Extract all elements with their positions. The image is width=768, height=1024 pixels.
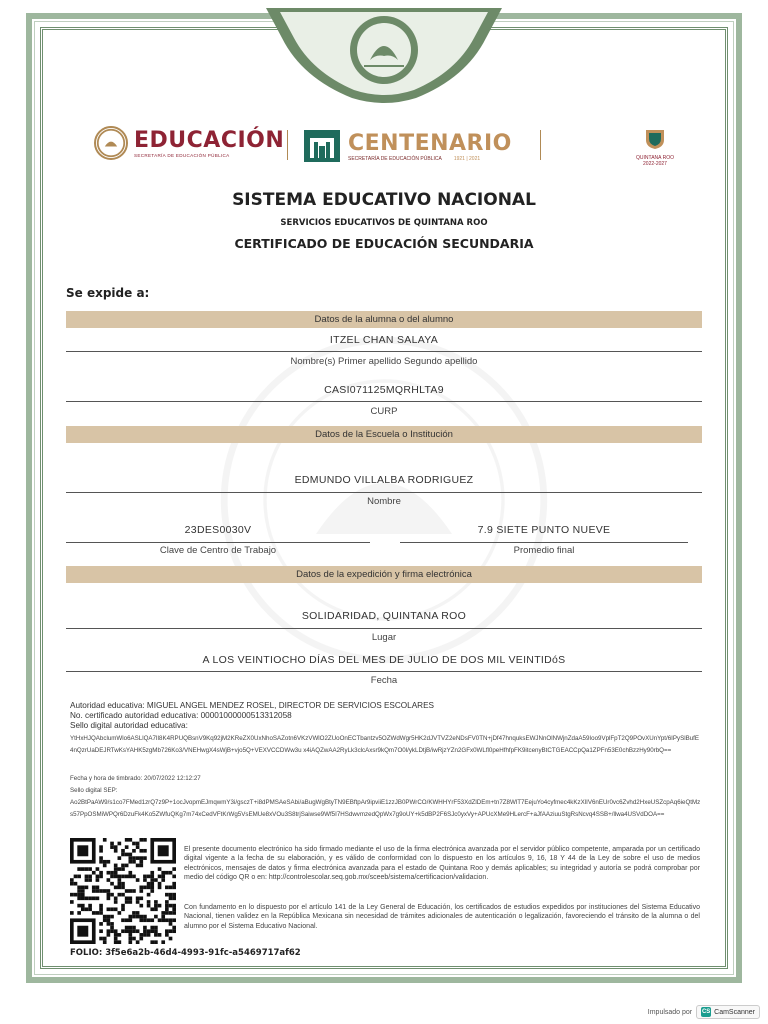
educacion-subtitle: SECRETARÍA DE EDUCACIÓN PÚBLICA (134, 153, 230, 158)
school-name: EDMUNDO VILLALBA RODRIGUEZ (294, 474, 474, 486)
logo-divider (287, 130, 288, 160)
certificate-title: CERTIFICADO DE EDUCACIÓN SECUNDARIA (234, 236, 534, 251)
student-curp: CASI071125MQRHLTA9 (324, 384, 444, 396)
authority-cert-number: No. certificado autoridad educativa: 00001000000513312058 (70, 711, 292, 720)
divider-line (66, 492, 702, 493)
issue-place: SOLIDARIDAD, QUINTANA ROO (301, 610, 467, 622)
folio: FOLIO: 3f5e6a2b-46d4-4993-91fc-a5469717af62 (70, 948, 301, 958)
document-titles (0, 190, 768, 251)
logo-row (94, 126, 674, 170)
school-cct-label: Clave de Centro de Trabajo (159, 545, 277, 556)
divider-line (66, 351, 702, 352)
state-shield-icon (644, 128, 666, 150)
logo-divider-2 (540, 130, 541, 160)
expide-label: Se expide a: (66, 286, 150, 300)
timestamp: Fecha y hora de timbrado: 20/07/2022 12:12:27 (70, 775, 201, 782)
school-cct: 23DES0030V (184, 524, 252, 536)
services-title: SERVICIOS EDUCATIVOS DE QUINTANA ROO (280, 218, 488, 228)
camscanner-name: CamScanner (714, 1008, 755, 1016)
school-name-label: Nombre (367, 496, 401, 507)
sep-seal-label: Sello digital SEP: (70, 787, 118, 794)
issue-section-header: Datos de la expedición y firma electrónica (66, 566, 702, 583)
educacion-title: EDUCACIÓN (134, 128, 285, 153)
authority-seal: YtHxHJQAbclumWlo6ASLlQA7lI8K4RPUQBsnV9Kq92jM2KReZX0UxNhoSAZotn6VKzVWlO2ZUoOnECTbantzv5OZWdWgr5HK2dJVTVZ2eNDsFV0TN+jDf47hnquksEWJNnOlNWjnZdaA59Ioo9VplFpT2Q9POvXUnYpt/6IPySlBufE4nQzrUaDEJRTwKsYAHK5zgMb726Ko3/VNEHwgX4sWjB+vjo5Q+VEXVCCDWw3u x4iAQZwAA2RyLk3clcAxsr9kQm7O0l/ykLDtjB/iwRjzYZn2GFx0WLfl0peHfhfpFK9itcenyBtCTGEACCpQa1ZPFn53E0chBzzHy90rbQ== (70, 735, 700, 754)
authority-seal-label: Sello digital autoridad educativa: (70, 721, 188, 730)
issue-date-label: Fecha (370, 675, 398, 686)
school-section-header: Datos de la Escuela o Institución (66, 426, 702, 443)
student-name-label: Nombre(s) Primer apellido Segundo apellido (290, 356, 478, 367)
student-name: ITZEL CHAN SALAYA (329, 334, 439, 346)
divider-line (66, 401, 702, 402)
divider-line (66, 671, 702, 672)
national-seal-icon (266, 8, 502, 112)
centenario-building-icon (302, 126, 342, 166)
final-average: 7.9 SIETE PUNTO NUEVE (477, 524, 611, 536)
powered-by-label: Impulsado por (647, 1008, 693, 1016)
divider-line (66, 628, 702, 629)
divider-line (400, 542, 688, 543)
sep-seal: Ao2BtPaAW9/s1co7FMed1zrQ7z9P+1ocJvopmEJmqwmY3i/gsczT+i8dPMSAeSAbi/aBugWgBtyTN9EBftpAr9ipviiE1zzJB0PWrCO/KWHHYrF53XdZlDEm+tn7Z8WlT7EejuYo4cyfmec4kKzXlIV6nEUr0vc6Zvhd2HxeUSZcpAq6ieQtMzs57PpOSMiWPQr6DzuFk4Ko5ZWfuQKg7m74xCedVFtKrWg5VsEMUe8xVOu3S8trjSaiwse9Wf5I7HSdwvmzedQpWx7g9oUY+k5dBP2F6SJc0yxVy+APUcXMe9HLercF+aJfAAziuuStgRsNcvq4SSB+/llwa4USVdDOA== (70, 799, 701, 818)
issue-place-label: Lugar (371, 632, 397, 643)
scanner-watermark (648, 1005, 760, 1019)
system-title: SISTEMA EDUCATIVO NACIONAL (232, 190, 536, 210)
camscanner-icon: CS (701, 1009, 711, 1015)
sep-emblem-icon (94, 126, 128, 160)
issue-date: A LOS VEINTIOCHO DÍAS DEL MES DE JULIO DE DOS MIL VEINTIDóS (202, 654, 566, 666)
legal-text-2: Con fundamento en lo dispuesto por el artículo 141 de la Ley General de Educación, los certificados de estudios expedidos por instituciones del Sistema Educativo Nacional, tienen validez en la República Mexicana sin necesidad de trámites adicionales de autenticación o legalización, favoreciendo el tránsito de la alumna o del alumno por el Sistema Educativo Nacional. (184, 904, 700, 930)
student-section-header: Datos de la alumna o del alumno (66, 311, 702, 328)
divider-line (66, 542, 370, 543)
authority-block (70, 701, 700, 731)
centenario-subtitle: SECRETARÍA DE EDUCACIÓN PÚBLICA (348, 155, 442, 162)
centenario-title: CENTENARIO (348, 130, 512, 156)
student-curp-label: CURP (370, 406, 398, 417)
camscanner-badge (696, 1005, 760, 1019)
state-years: 2022-2027 (643, 161, 667, 167)
final-average-label: Promedio final (513, 545, 575, 556)
state-name: QUINTANA ROO (636, 155, 674, 161)
centenario-years: 1921 | 2021 (453, 155, 481, 162)
authority-name: Autoridad educativa: MIGUEL ANGEL MENDEZ ROSEL, DIRECTOR DE SERVICIOS ESCOLARES (70, 701, 435, 710)
educacion-logo (94, 126, 284, 160)
qr-code-icon[interactable] (70, 838, 176, 944)
legal-text-1: El presente documento electrónico ha sido firmado mediante el uso de la firma electrónica avanzada por el servidor público competente, amparada por un certificado digital vigente a la fecha de su elaboración, y es válido de conformidad con lo dispuesto en los artículos 9, 16, 18 Y 44 de la Ley de sobre el uso de medios electrónicos, mensajes de datos y firma electrónica avanzada para el estado de Quintana Roo y demás aplicables; su integridad y autoría se podrá comprobar por medio del código QR o en: http://controlescolar.seq.gob.mx/sceeb/sistema/certificacion/validacion. (184, 846, 700, 881)
centenario-logo (302, 126, 512, 166)
quintana-roo-logo (636, 128, 674, 167)
